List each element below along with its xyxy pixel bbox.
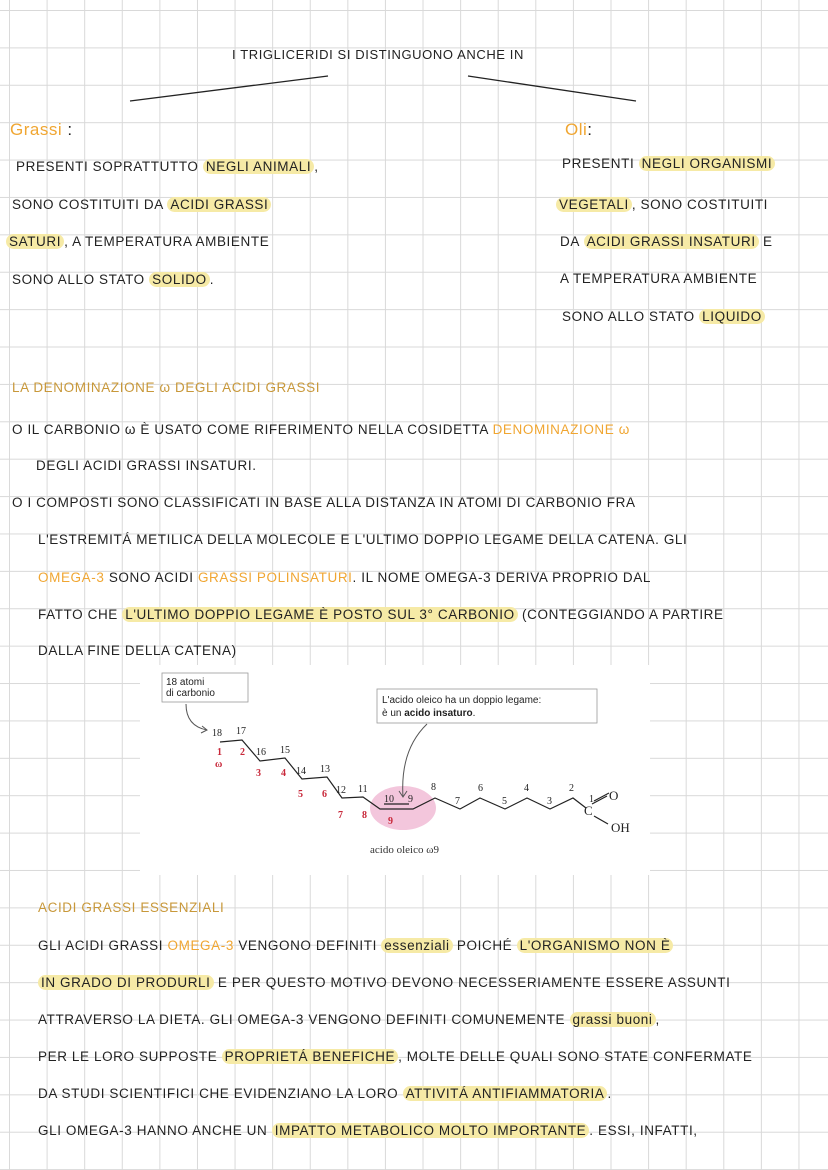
highlighted-text: essenziali xyxy=(381,938,452,953)
text-segment: GLI ACIDI GRASSI xyxy=(38,938,168,953)
carbon-number: 17 xyxy=(236,726,246,737)
highlighted-text: PROPRIETÁ BENEFICHE xyxy=(222,1049,398,1064)
text-segment: L'ESTREMITÁ METILICA DELLA MOLECOLE E L'ULTIMO DOPPIO LEGAME DELLA CATENA. GLI xyxy=(38,532,688,547)
carbonyl-bond xyxy=(592,796,607,804)
text-segment: PRESENTI xyxy=(562,156,639,171)
omega-number: 7 xyxy=(338,810,343,821)
highlighted-text: ATTIVITÁ ANTIFIAMMATORIA xyxy=(403,1086,608,1101)
oli-line xyxy=(556,195,768,215)
text-segment: SONO ALLO STATO xyxy=(12,272,150,287)
highlighted-text: SATURI xyxy=(6,234,64,249)
text-segment: : xyxy=(62,120,73,139)
oxygen-atom: O xyxy=(609,788,619,803)
carbon-number: 1 xyxy=(589,794,594,805)
callout-text-part: è un xyxy=(382,708,405,719)
denominazione-line xyxy=(38,568,651,588)
grassi-line xyxy=(12,195,271,215)
colored-text: LA DENOMINAZIONE ω DEGLI ACIDI GRASSI xyxy=(12,380,321,395)
highlighted-text: LIQUIDO xyxy=(699,309,765,324)
callout-text-part: acido insaturo xyxy=(404,708,473,719)
branch-line-right xyxy=(468,76,636,101)
oleic-acid-figure xyxy=(140,665,650,875)
text-segment: , xyxy=(655,1012,660,1027)
text-segment: , MOLTE DELLE QUALI SONO STATE CONFERMATE xyxy=(398,1049,753,1064)
text-segment: . ESSI, INFATTI, xyxy=(589,1123,698,1138)
text-segment: PER LE LORO SUPPOSTE xyxy=(38,1049,222,1064)
colored-text: OMEGA-3 xyxy=(38,570,105,585)
essenziali-line xyxy=(38,973,730,993)
grassi-line xyxy=(12,270,214,290)
carbon-number: 4 xyxy=(524,783,529,794)
arrow-double-bond xyxy=(403,724,427,797)
text-segment: SONO COSTITUITI DA xyxy=(12,197,168,212)
essenziali-line xyxy=(38,1010,660,1030)
carbon-number: 16 xyxy=(256,747,266,758)
arrow-carbon-count xyxy=(186,704,207,730)
text-segment: , SONO COSTITUITI xyxy=(631,197,769,212)
colored-text: Grassi xyxy=(10,120,63,139)
section-heading-essenziali xyxy=(38,898,224,918)
text-segment: E PER QUESTO MOTIVO DEVONO NECESSERIAMENTE ESSERE ASSUNTI xyxy=(213,975,731,990)
denominazione-line xyxy=(36,456,257,476)
callout-text-part: . xyxy=(472,708,476,719)
colored-text: GRASSI POLINSATURI xyxy=(197,570,353,585)
omega-number: 4 xyxy=(281,768,286,779)
essenziali-line xyxy=(38,1084,612,1104)
hydroxyl-bond xyxy=(594,816,608,824)
denominazione-line xyxy=(12,493,636,513)
carbon-number: 13 xyxy=(320,764,330,775)
text-segment: : xyxy=(587,120,593,139)
hydroxyl-group: OH xyxy=(611,820,630,835)
denominazione-line xyxy=(12,420,630,440)
highlighted-text: L'ORGANISMO NON È xyxy=(517,938,674,953)
text-segment: SONO ALLO STATO xyxy=(562,309,700,324)
carbon-number: 5 xyxy=(502,796,507,807)
oli-line xyxy=(562,154,775,174)
oli-line xyxy=(560,232,773,252)
text-segment: DEGLI ACIDI GRASSI INSATURI. xyxy=(36,458,257,473)
callout-text: di carbonio xyxy=(166,688,215,699)
omega-number: 1 xyxy=(217,747,222,758)
text-segment: . IL NOME OMEGA-3 DERIVA PROPRIO DAL xyxy=(352,570,651,585)
colored-text: ACIDI GRASSI ESSENZIALI xyxy=(38,900,225,915)
section-heading-denominazione xyxy=(12,378,320,398)
text-segment: O I COMPOSTI SONO CLASSIFICATI IN BASE ALLA DISTANZA IN ATOMI DI CARBONIO FRA xyxy=(12,495,636,510)
text-segment: , A TEMPERATURA AMBIENTE xyxy=(64,234,270,249)
grassi-line xyxy=(16,157,319,177)
text-segment: . xyxy=(607,1086,612,1101)
grassi-line xyxy=(6,232,269,252)
denominazione-line xyxy=(38,641,237,661)
highlighted-text: SOLIDO xyxy=(149,272,210,287)
highlighted-text: L'ULTIMO DOPPIO LEGAME È POSTO SUL 3° CARBONIO xyxy=(122,607,517,622)
text-segment: (CONTEGGIANDO A PARTIRE xyxy=(517,607,724,622)
carbon-number: 6 xyxy=(478,783,483,794)
carbon-number: 9 xyxy=(408,794,413,805)
carbon-number: 18 xyxy=(212,728,222,739)
text-segment: A TEMPERATURA AMBIENTE xyxy=(560,271,758,286)
essenziali-line xyxy=(38,1047,753,1067)
highlighted-text: grassi buoni xyxy=(570,1012,656,1027)
highlighted-text: ACIDI GRASSI xyxy=(167,197,271,212)
oli-heading xyxy=(565,120,593,140)
text-segment: DA xyxy=(560,234,584,249)
carbon-number: 7 xyxy=(455,796,460,807)
text-segment: E xyxy=(758,234,773,249)
oli-line xyxy=(560,269,757,289)
colored-text: OMEGA-3 xyxy=(167,938,234,953)
carbon-number: 2 xyxy=(569,783,574,794)
omega-number: 5 xyxy=(298,789,303,800)
essenziali-line xyxy=(38,936,673,956)
carbon-atom: C xyxy=(584,803,593,818)
denominazione-line xyxy=(38,530,687,550)
text-segment: . xyxy=(209,272,215,287)
highlighted-text: VEGETALI xyxy=(556,197,632,212)
omega-number: 6 xyxy=(322,789,327,800)
callout-text: 18 atomi xyxy=(166,677,205,688)
text-segment: SONO ACIDI xyxy=(104,570,198,585)
carbonyl-bond xyxy=(594,793,609,801)
text-segment: FATTO CHE xyxy=(38,607,123,622)
text-segment: ATTRAVERSO LA DIETA. GLI OMEGA-3 VENGONO DEFINITI COMUNEMENTE xyxy=(38,1012,570,1027)
text-segment: O IL CARBONIO ω È USATO COME RIFERIMENTO NELLA COSIDETTA xyxy=(12,422,493,437)
omega-number: 2 xyxy=(240,747,245,758)
colored-text: DENOMINAZIONE ω xyxy=(492,422,630,437)
colored-text: Oli xyxy=(565,120,588,139)
figure-caption: acido oleico ω9 xyxy=(370,844,439,856)
text-segment: GLI OMEGA-3 HANNO ANCHE UN xyxy=(38,1123,272,1138)
text-segment: I TRIGLICERIDI SI DISTINGUONO ANCHE IN xyxy=(232,47,524,62)
text-segment: POICHÉ xyxy=(452,938,517,953)
grassi-heading xyxy=(10,120,73,140)
carbon-number: 12 xyxy=(336,785,346,796)
carbon-number: 10 xyxy=(384,794,394,805)
branch-lines xyxy=(0,0,828,120)
omega-number: 3 xyxy=(256,768,261,779)
highlighted-text: NEGLI ANIMALI xyxy=(203,159,314,174)
callout-text xyxy=(382,708,475,719)
carbon-number: 8 xyxy=(431,782,436,793)
omega-number: 9 xyxy=(388,816,393,827)
branch-line-left xyxy=(130,76,328,101)
highlighted-text: IN GRADO DI PRODURLI xyxy=(38,975,214,990)
carbon-number: 11 xyxy=(358,784,368,795)
text-segment: DALLA FINE DELLA CATENA) xyxy=(38,643,237,658)
carbon-number: 14 xyxy=(296,766,306,777)
highlighted-text: NEGLI ORGANISMI xyxy=(639,156,776,171)
omega-number: 8 xyxy=(362,810,367,821)
omega-symbol: ω xyxy=(215,759,223,770)
text-segment: VENGONO DEFINITI xyxy=(233,938,382,953)
highlighted-text: ACIDI GRASSI INSATURI xyxy=(584,234,759,249)
oleic-acid-diagram xyxy=(140,665,650,875)
text-segment: PRESENTI SOPRATTUTTO xyxy=(16,159,203,174)
denominazione-line xyxy=(38,605,724,625)
oli-line xyxy=(562,307,765,327)
callout-text: L'acido oleico ha un doppio legame: xyxy=(382,695,542,706)
carbon-number: 3 xyxy=(547,796,552,807)
essenziali-line xyxy=(38,1121,698,1141)
carbon-number: 15 xyxy=(280,745,290,756)
highlighted-text: IMPATTO METABOLICO MOLTO IMPORTANTE xyxy=(272,1123,590,1138)
text-segment: DA STUDI SCIENTIFICI CHE EVIDENZIANO LA LORO xyxy=(38,1086,403,1101)
text-segment: , xyxy=(314,159,319,174)
